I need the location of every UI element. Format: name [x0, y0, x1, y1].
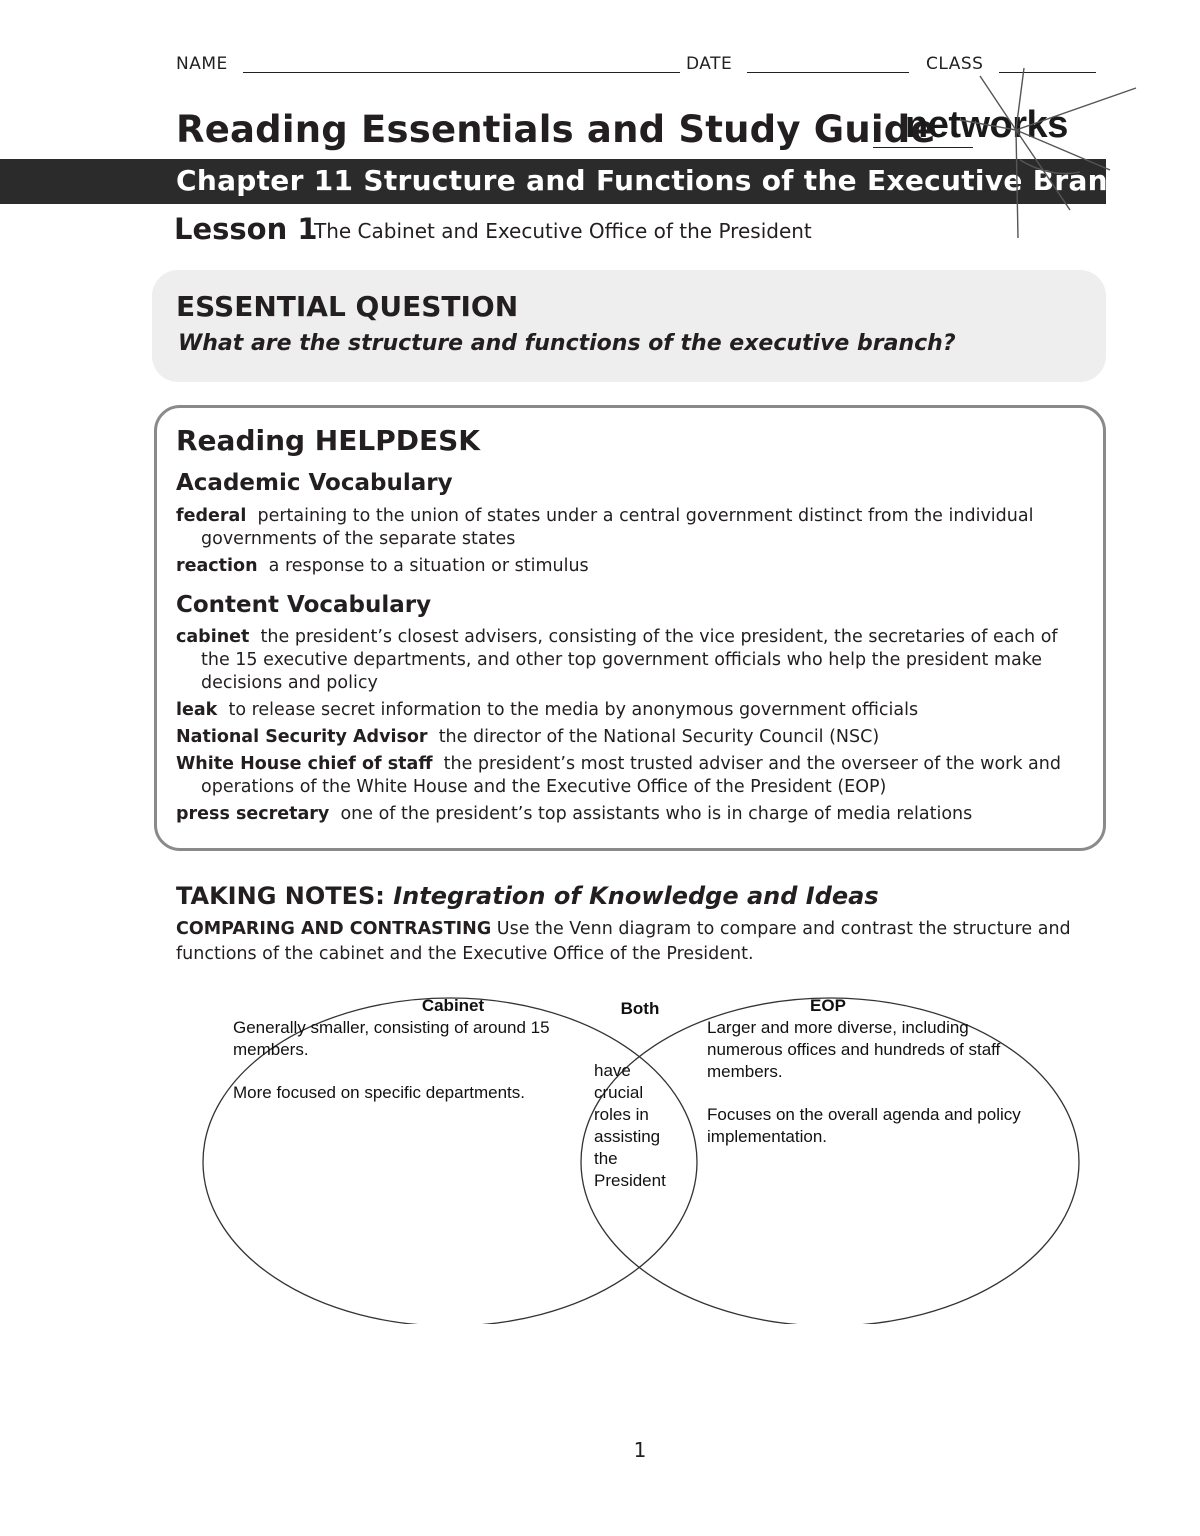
vocab-entry: [176, 753, 1091, 799]
instructions-text: Use the Venn diagram to compare and contrast the structure and functions of the cabinet and the Executive Office of the President.: [176, 919, 1071, 964]
essential-question-heading: ESSENTIAL QUESTION: [176, 290, 519, 323]
venn-label-both: Both: [620, 999, 660, 1018]
eop-notes: [707, 1017, 1027, 1148]
vocab-definition: pertaining to the union of states under a central government distinct from the individual governments of the separate states: [201, 506, 1034, 549]
taking-notes-subtitle: Integration of Knowledge and Ideas: [393, 882, 879, 910]
essential-question-box: [152, 270, 1106, 382]
vocab-definition: the director of the National Security Council (NSC): [438, 727, 880, 747]
venn-label-cabinet: Cabinet: [421, 996, 485, 1015]
vocab-entry: [176, 626, 1091, 695]
taking-notes-label: TAKING NOTES:: [176, 882, 385, 910]
lesson-number: Lesson 1: [174, 212, 318, 246]
both-notes: have crucial roles in assisting the President: [594, 1061, 666, 1190]
content-vocab-list: [176, 626, 1091, 830]
skill-label: COMPARING AND CONTRASTING: [176, 919, 492, 939]
cabinet-note: More focused on specific departments.: [233, 1083, 525, 1102]
vocab-definition: the president’s most trusted adviser and the overseer of the work and operations of the White House and the Executive Office of the President (EOP): [201, 754, 1061, 797]
date-label: DATE: [686, 54, 733, 74]
academic-vocab-heading: Academic Vocabulary: [176, 470, 453, 496]
eop-note: Larger and more diverse, including numerous offices and hundreds of staff members.: [707, 1018, 1001, 1081]
vocab-entry: [176, 803, 1091, 826]
essential-question-text: What are the structure and functions of the executive branch?: [178, 331, 956, 356]
name-line: [243, 72, 680, 73]
vocab-term: cabinet: [176, 627, 250, 647]
class-label: CLASS: [926, 54, 984, 74]
date-line: [747, 72, 909, 73]
taking-notes-heading: [176, 882, 879, 910]
vocab-term: press secretary: [176, 804, 330, 824]
taking-notes-instructions: [176, 917, 1106, 967]
vocab-term: White House chief of staff: [176, 754, 433, 774]
starburst-decoration: [960, 60, 1160, 250]
page-number: 1: [633, 1438, 647, 1462]
vocab-entry: [176, 505, 1091, 551]
brand-logo: networks: [905, 104, 1068, 146]
vocab-entry: [176, 726, 1091, 749]
content-vocab-heading: Content Vocabulary: [176, 592, 432, 618]
chapter-title: Chapter 11 Structure and Functions of the Executive Branch: [176, 164, 1146, 197]
vocab-entry: [176, 555, 1091, 578]
lesson-title: The Cabinet and Executive Office of the President: [314, 219, 812, 243]
vocab-definition: a response to a situation or stimulus: [268, 556, 589, 576]
guide-title: Reading Essentials and Study Guide: [176, 108, 936, 151]
vocab-term: leak: [176, 700, 218, 720]
vocab-definition: one of the president’s top assistants who is in charge of media relations: [340, 804, 973, 824]
cabinet-notes: [233, 1017, 578, 1104]
vocab-term: National Security Advisor: [176, 727, 428, 747]
vocab-definition: to release secret information to the media by anonymous government officials: [228, 700, 919, 720]
academic-vocab-list: [176, 505, 1091, 582]
venn-label-eop: EOP: [810, 996, 846, 1015]
helpdesk-title: Reading HELPDESK: [176, 424, 480, 457]
vocab-definition: the president’s closest advisers, consisting of the vice president, the secretaries of each of the 15 executive departments, and other top government officials who help the president make decisions and policy: [201, 627, 1058, 693]
name-label: NAME: [176, 54, 228, 74]
cabinet-note: Generally smaller, consisting of around 15 members.: [233, 1018, 550, 1059]
title-rule: [873, 147, 973, 148]
vocab-term: reaction: [176, 556, 258, 576]
vocab-entry: [176, 699, 1091, 722]
vocab-term: federal: [176, 506, 247, 526]
eop-note: Focuses on the overall agenda and policy implementation.: [707, 1105, 1021, 1146]
